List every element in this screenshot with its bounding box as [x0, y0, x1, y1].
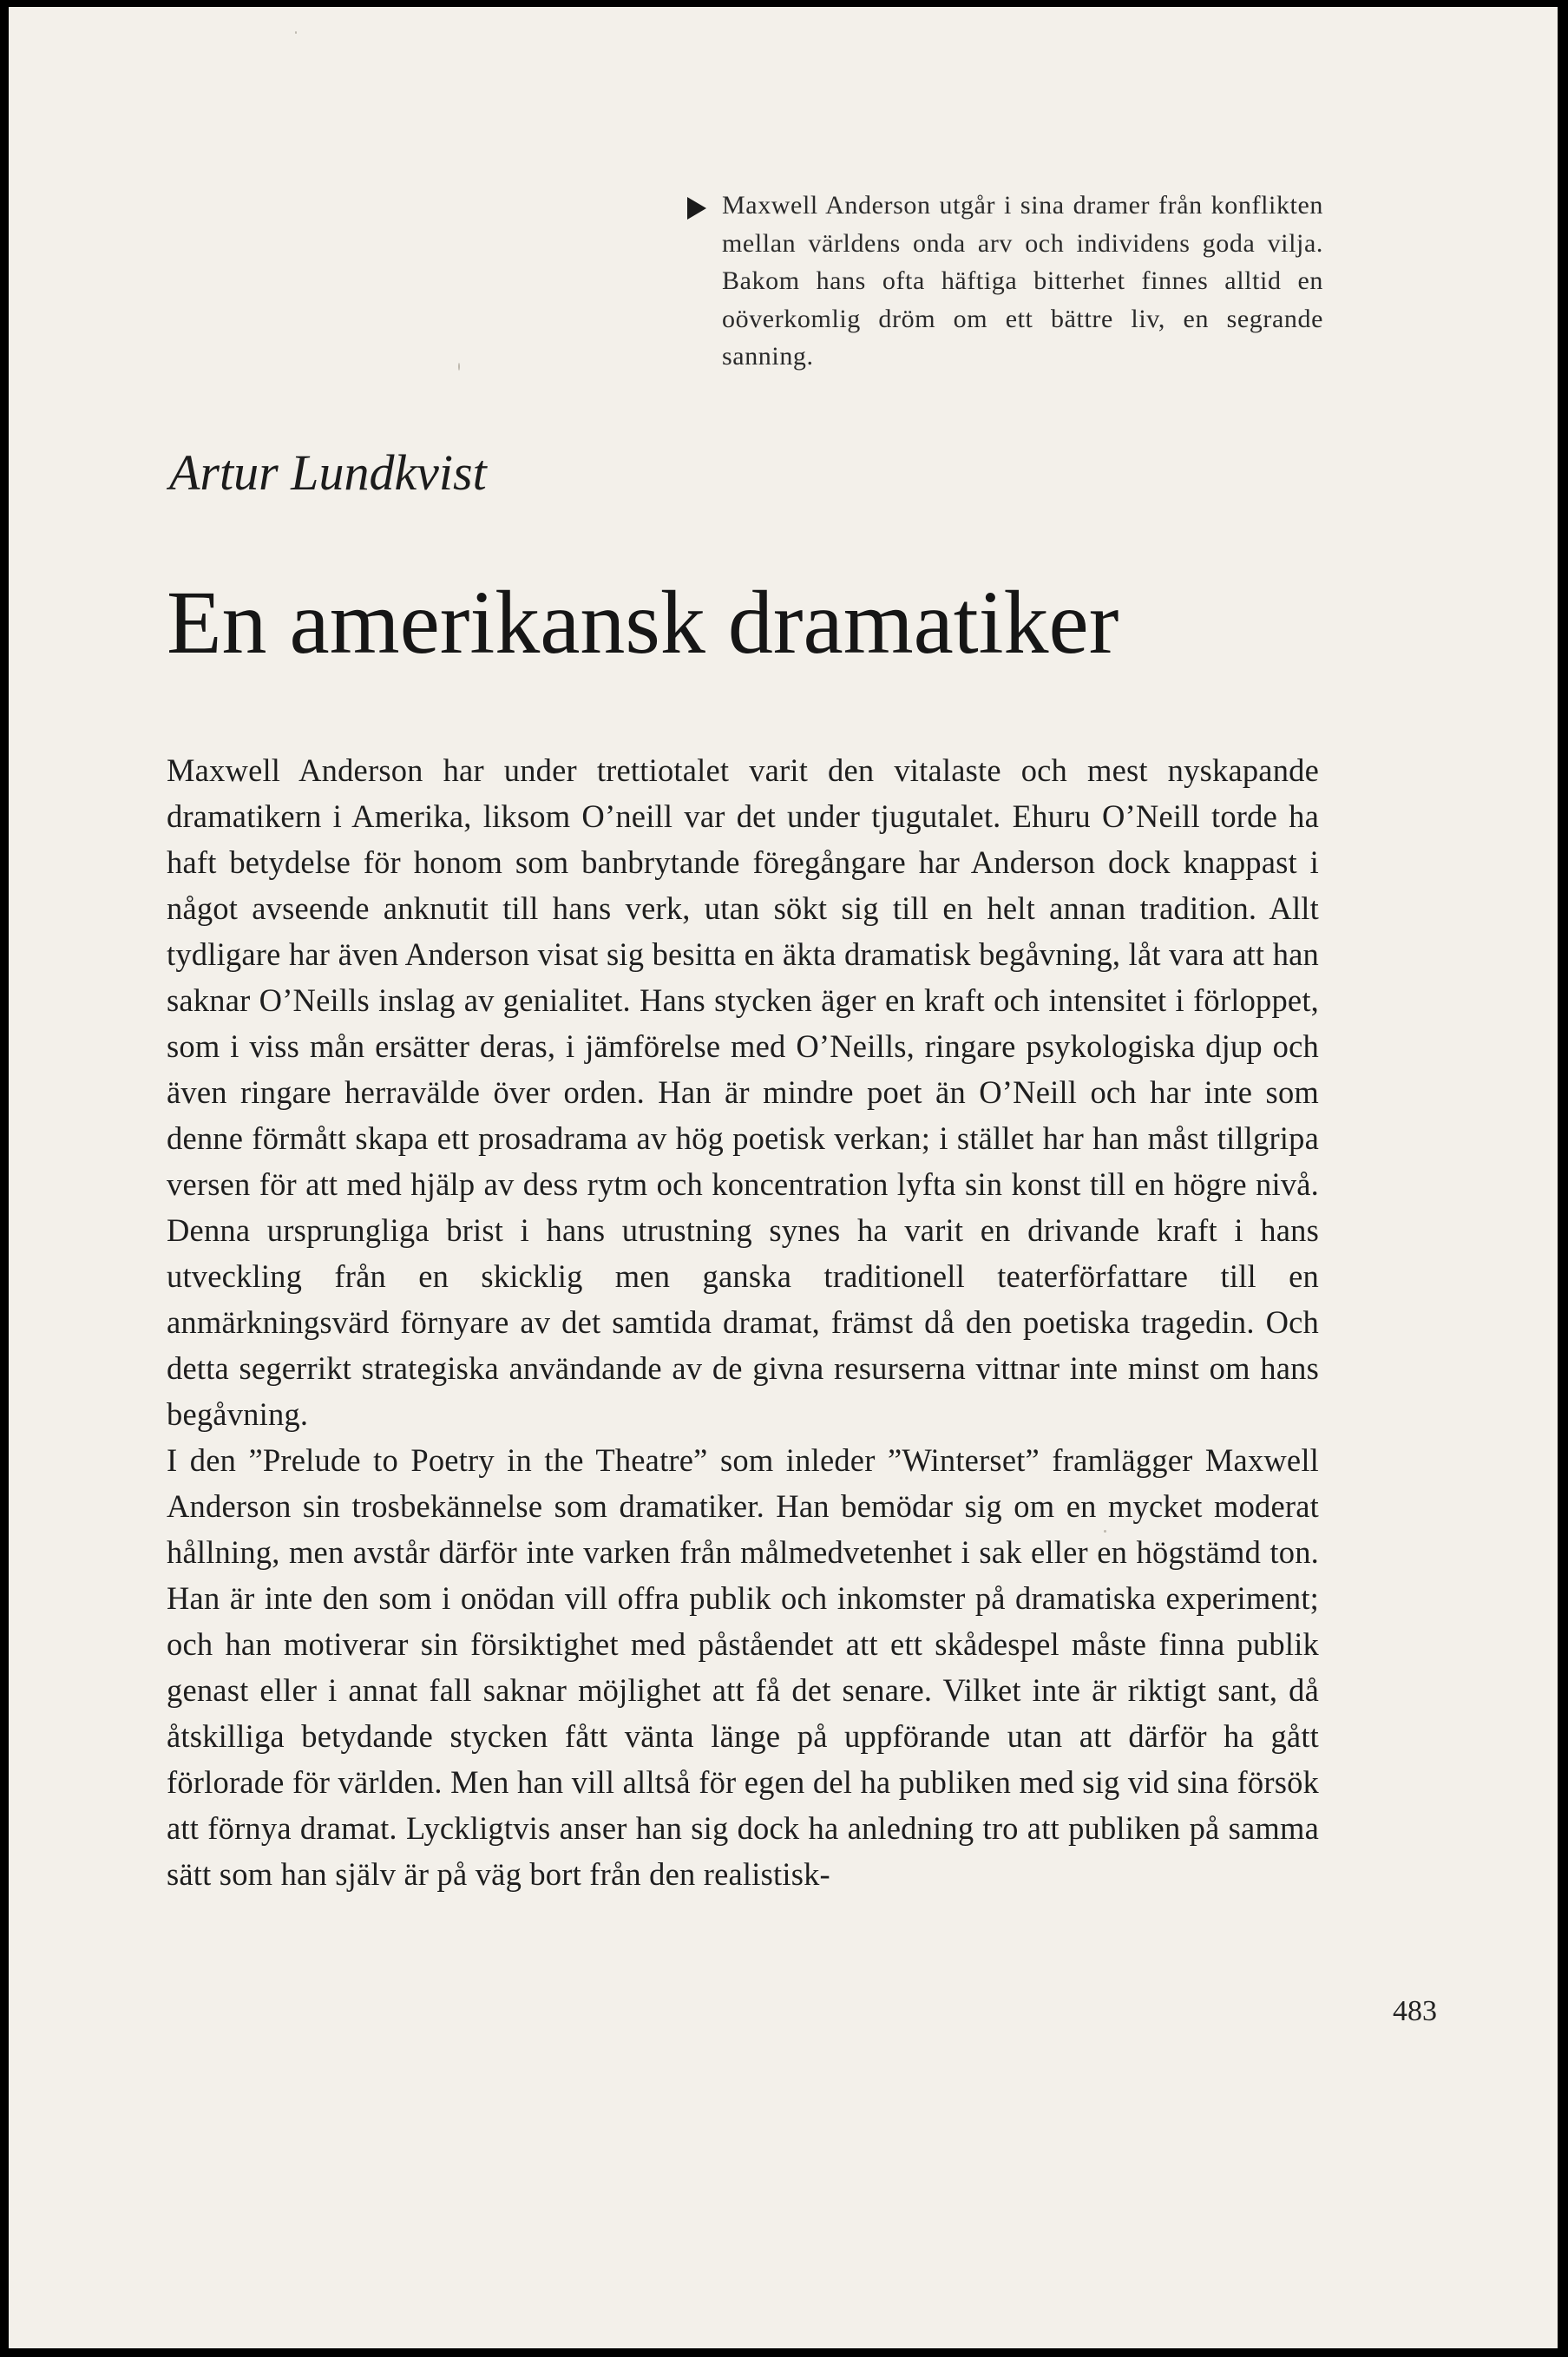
article-title: En amerikansk dramatiker [167, 573, 1119, 673]
triangle-bullet-icon [687, 197, 706, 220]
paragraph-1: Maxwell Anderson har under trettiotalet varit den vitalaste och mest nyskapande dramatikern i Amerika, liksom O’neill var det under tjugutalet. Ehuru O’Neill torde ha haft betydelse för honom som banbrytande föregångare har Anderson dock knappast i något avseende anknutit till hans verk, utan sökt sig till en helt annan tradition. Allt tydligare har även Anderson visat sig besitta en äkta dramatisk begåvning, låt vara att han saknar O’Neills inslag av genialitet. Hans stycken äger en kraft och intensitet i förloppet, som i viss mån ersätter deras, i jämförelse med O’Neills, ringare psykologiska djup och även ringare herravälde över orden. Han är mindre poet än O’Neill och har inte som denne förmått skapa ett prosadrama av hög poetisk verkan; i stället har han måst tillgripa versen för att med hjälp av dess rytm och koncentration lyfta sin konst till en högre nivå. Denna ursprungliga brist i hans utrustning synes ha varit en drivande kraft i hans utveckling från en skicklig men ganska traditionell teaterförfattare till en anmärkningsvärd förnyare av det samtida dramat, främst då den poetiska tragedin. Och detta segerrikt strategiska användande av de givna resurserna vittnar inte minst om hans begåvning. [167, 752, 1319, 1432]
lead-summary [722, 187, 1323, 376]
lead-text: Maxwell Anderson utgår i sina dramer från konflikten mellan världens onda arv och individens goda vilja. Bakom hans ofta häftiga bitterhet finnes alltid en oöverkomlig dröm om ett bättre liv, en segrande sanning. [722, 191, 1323, 371]
article-body [167, 747, 1319, 1897]
page [9, 7, 1558, 2348]
paper-speck [458, 363, 460, 371]
paragraph-2: I den ”Prelude to Poetry in the Theatre” som inleder ”Winterset” framlägger Maxwell Anderson sin trosbekännelse som dramatiker. Han bemödar sig om en mycket moderat hållning, men avstår därför inte varken från målmedvetenhet i sak eller en högstämd ton. Han är inte den som i onödan vill offra publik och inkomster på dramatiska experiment; och han motiverar sin försiktighet med påståendet att ett skådespel måste finna publik genast eller i annat fall saknar möjlighet att få det senare. Vilket inte är riktigt sant, då åtskilliga betydande stycken fått vänta länge på uppförande utan att därför ha gått förlorade för världen. Men han vill alltså för egen del ha publiken med sig vid sina försök att förnya dramat. Lyckligtvis anser han sig dock ha anledning tro att publiken på samma sätt som han själv är på väg bort från den realistisk- [167, 1442, 1319, 1892]
paper-speck [295, 31, 297, 34]
author-name: Artur Lundkvist [169, 444, 487, 501]
paper-speck [1104, 1530, 1106, 1533]
page-number: 483 [1393, 1995, 1437, 2027]
